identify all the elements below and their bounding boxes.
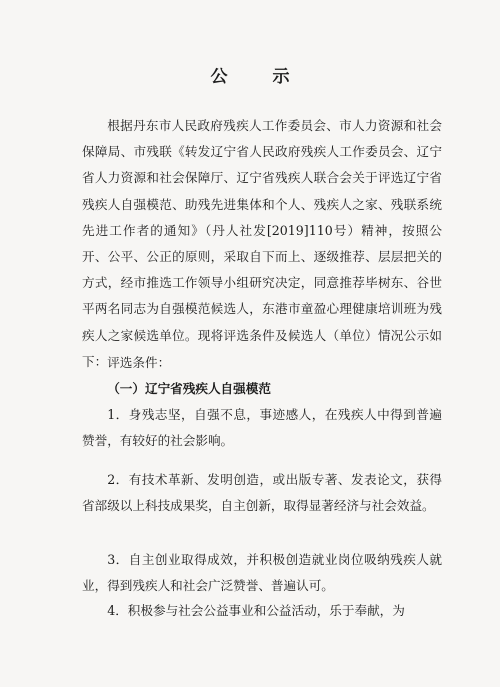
criteria-item-4: 4．积极参与社会公益事业和公益活动，乐于奉献，为 (107, 603, 405, 618)
criteria-item-3: 3．自主创业取得成效，并积极创造就业岗位吸纳残疾人就业，得到残疾人和社会广泛赞誉、普遍认可。 (82, 552, 442, 594)
criteria-item-1: 1．身残志坚，自强不息，事迹感人，在残疾人中得到普遍赞誉，有较好的社会影响。 (82, 407, 442, 449)
intro-paragraph: 根据丹东市人民政府残疾人工作委员会、市人力资源和社会保障局、市残联《转发辽宁省人民政府残疾人工作委员会、辽宁省人力资源和社会保障厅、辽宁省残疾人联合会关于评选辽宁省残疾人自强模范、助残先进集体和个人、残疾人之家、残联系统先进工作者的通知》（丹人社发[2019]110号）精神，按照公开、公平、公正的原则，采取自下而上、逐级推荐、层层把关的方式，经市推选工作领导小组研究决定，同意推荐毕树东、谷世平两名同志为自强模范候选人，东港市童盈心理健康培训班为残疾人之家候选单位。现将评选条件及候选人（单位）情况公示如下： (82, 118, 442, 369)
criteria-label: 评选条件： (107, 355, 171, 370)
section-heading: （一）辽宁省残疾人自强模范 (107, 381, 271, 396)
criteria-item-2: 2．有技术革新、发明创造，或出版专著、发表论文，获得省部级以上科技成果奖，自主创新，取得显著经济与社会效益。 (82, 472, 442, 514)
document-title: 公 示 (210, 67, 304, 87)
